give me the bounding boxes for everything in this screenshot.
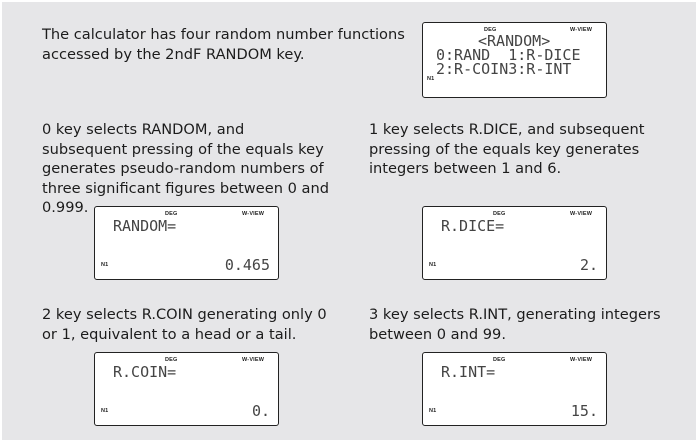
display-result: 2. [579, 256, 598, 274]
deg-indicator: DEG [165, 211, 178, 217]
display-line-1: <RANDOM> [478, 32, 551, 50]
display-result: 0. [251, 402, 270, 420]
calculator-display-coin [94, 352, 279, 426]
calculator-display-dice [422, 206, 607, 280]
display-expression: R.DICE= [441, 217, 505, 235]
deg-indicator: DEG [484, 27, 497, 33]
content-panel [2, 2, 696, 440]
display-line-3: 2:R-COIN3:R-INT [436, 60, 572, 78]
deg-indicator: DEG [493, 211, 506, 217]
wview-indicator: W-VIEW [570, 357, 593, 363]
deg-indicator: DEG [165, 357, 178, 363]
coin-text: 2 key selects R.COIN generating only 0 or 1, equivalent to a head or a tail. [42, 306, 327, 343]
deg-indicator: DEG [493, 357, 506, 363]
display-result: 15. [570, 402, 598, 420]
wview-indicator: W-VIEW [570, 211, 593, 217]
wview-indicator: W-VIEW [242, 211, 265, 217]
random-text: 0 key selects RANDOM, and subsequent pressing of the equals key generates pseudo-random numbers of three significant figures between 0 and 0.999. [42, 121, 329, 217]
n1-indicator: N1 [427, 76, 435, 82]
n1-indicator: N1 [429, 408, 437, 414]
display-line-2: 0:RAND 1:R-DICE [436, 46, 581, 64]
n1-indicator: N1 [101, 262, 109, 268]
calculator-display-random [94, 206, 279, 280]
calculator-display-menu [422, 22, 607, 98]
n1-indicator: N1 [101, 408, 109, 414]
intro-text: The calculator has four random number functions accessed by the 2ndF RANDOM key. [42, 26, 405, 63]
int-text: 3 key selects R.INT, generating integers between 0 and 99. [369, 306, 661, 343]
display-result: 0.465 [224, 256, 270, 274]
calculator-display-int [422, 352, 607, 426]
n1-indicator: N1 [429, 262, 437, 268]
wview-indicator: W-VIEW [242, 357, 265, 363]
wview-indicator: W-VIEW [570, 27, 593, 33]
display-expression: R.COIN= [113, 363, 177, 381]
display-expression: R.INT= [441, 363, 496, 381]
display-expression: RANDOM= [113, 217, 177, 235]
dice-text: 1 key selects R.DICE, and subsequent pressing of the equals key generates integers between 1 and 6. [369, 121, 645, 178]
